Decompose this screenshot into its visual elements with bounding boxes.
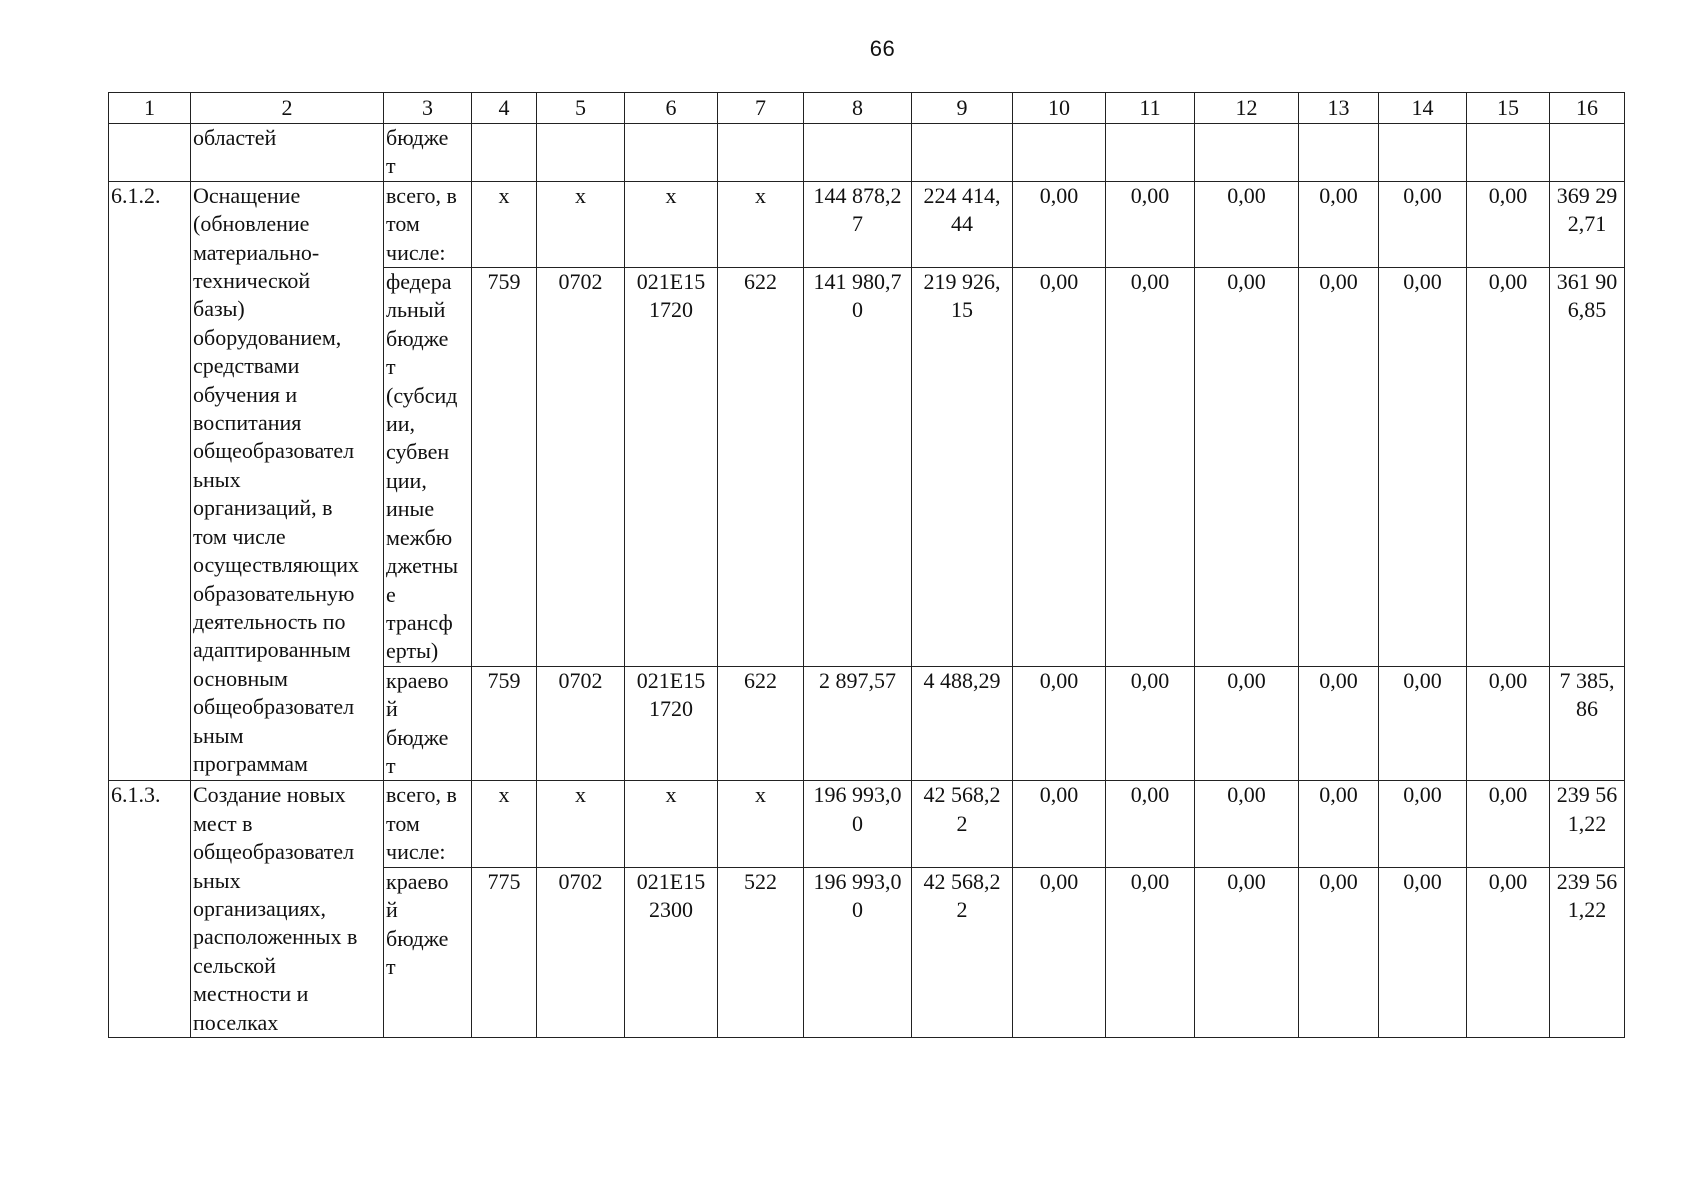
cell-line: 7 (852, 211, 863, 237)
table-row (109, 124, 1625, 182)
cell-line: 86 (1576, 696, 1598, 722)
target-code-cell (625, 666, 718, 781)
cell-line: 4 488,29 (923, 667, 1001, 693)
cell-line: 021E15 (636, 667, 706, 693)
data-cell (537, 124, 625, 182)
cell-line: ьных (193, 867, 241, 893)
cell-line: том (386, 810, 420, 836)
cell-line: т (386, 354, 396, 380)
cell-line: x (575, 182, 586, 208)
cell-line: 0,00 (1319, 182, 1358, 208)
cell-line: е (386, 581, 396, 607)
section-code-cell (537, 781, 625, 867)
cell-line: 0,00 (1403, 269, 1442, 295)
cell-line: 021E15 (636, 868, 706, 894)
cell-line: материально- (193, 239, 320, 265)
cell-line: бюдже (386, 325, 449, 351)
cell-line: 0,00 (1227, 269, 1266, 295)
cell-line: 42 568,2 (923, 868, 1001, 894)
gr-code-cell (472, 666, 537, 781)
amount-cell (1195, 781, 1299, 867)
amount-cell (1379, 867, 1467, 1037)
data-cell (1299, 124, 1379, 182)
cell-line: образовательную (193, 580, 355, 606)
total-cell (1550, 666, 1625, 781)
cell-line: общеобразовател (193, 438, 355, 464)
amount-cell (1106, 781, 1195, 867)
budget-source-cell (384, 181, 472, 267)
cell-line: 369 29 (1556, 182, 1618, 208)
column-number: 2 (191, 93, 384, 124)
total-cell (1550, 781, 1625, 867)
budget-source-cell (384, 124, 472, 182)
section-code-cell (537, 268, 625, 667)
cell-line: расположенных в (193, 924, 358, 950)
cell-line: 0,00 (1227, 868, 1266, 894)
cell-line: 0702 (558, 667, 603, 693)
cell-line: 0,00 (1319, 782, 1358, 808)
expense-type-cell (718, 268, 804, 667)
column-number: 7 (718, 93, 804, 124)
amount-cell (804, 781, 912, 867)
target-code-cell (625, 867, 718, 1037)
target-code-cell (625, 181, 718, 267)
column-number: 6 (625, 93, 718, 124)
cell-line: 0,00 (1488, 269, 1528, 295)
budget-source-cell (384, 867, 472, 1037)
target-code-cell (625, 268, 718, 667)
item-name-cell (191, 181, 384, 781)
column-number: 12 (1195, 93, 1299, 124)
amount-cell (1013, 867, 1106, 1037)
cell-line: ции, (386, 467, 427, 493)
expense-type-cell (718, 867, 804, 1037)
data-cell (1379, 124, 1467, 182)
cell-line: 0 (852, 297, 863, 323)
column-number: 14 (1379, 93, 1467, 124)
cell-line: 0,00 (1130, 667, 1170, 693)
cell-line: краево (386, 667, 449, 693)
cell-line: межбю (386, 524, 453, 550)
cell-line: 2,71 (1567, 211, 1607, 237)
amount-cell (1013, 666, 1106, 781)
cell-line: 6.1.2. (111, 182, 161, 208)
cell-line: 44 (951, 211, 973, 237)
expense-type-cell (718, 666, 804, 781)
gr-code-cell (472, 781, 537, 867)
gr-code-cell (472, 268, 537, 667)
cell-line: бюдже (386, 125, 449, 150)
cell-line: всего, в (386, 782, 457, 808)
cell-line: 0,00 (1488, 667, 1528, 693)
cell-line: всего, в (386, 182, 457, 208)
cell-line: (обновление (193, 211, 310, 237)
cell-line: 2 (956, 810, 968, 836)
cell-line: 2300 (649, 897, 693, 923)
budget-source-cell (384, 268, 472, 667)
cell-line: 0,00 (1488, 782, 1528, 808)
cell-line: 0 (852, 810, 863, 836)
budget-source-cell (384, 666, 472, 781)
cell-line: числе: (386, 239, 446, 265)
cell-line: 0,00 (1319, 269, 1358, 295)
cell-line: оборудованием, (193, 324, 342, 350)
amount-cell (912, 666, 1013, 781)
cell-line: осуществляющих (193, 552, 359, 578)
cell-line: 0,00 (1130, 182, 1170, 208)
amount-cell (1467, 781, 1550, 867)
data-cell (625, 124, 718, 182)
cell-line: т (386, 953, 396, 979)
gr-code-cell (472, 181, 537, 267)
cell-line: 42 568,2 (923, 782, 1001, 808)
amount-cell (1106, 867, 1195, 1037)
total-cell (1550, 867, 1625, 1037)
cell-line: трансф (386, 609, 453, 635)
section-code-cell (537, 867, 625, 1037)
cell-line: 0,00 (1403, 182, 1442, 208)
column-number: 10 (1013, 93, 1106, 124)
amount-cell (1106, 181, 1195, 267)
cell-line: 6.1.3. (111, 782, 161, 808)
cell-line: 0,00 (1039, 782, 1079, 808)
amount-cell (1467, 867, 1550, 1037)
item-number-cell (109, 181, 191, 781)
amount-cell (1467, 268, 1550, 667)
amount-cell (912, 867, 1013, 1037)
cell-line: 196 993,0 (813, 782, 902, 808)
cell-line: 0,00 (1130, 269, 1170, 295)
cell-line: 1,22 (1567, 810, 1607, 836)
amount-cell (1195, 181, 1299, 267)
cell-line: т (386, 752, 396, 778)
cell-line: том (386, 211, 420, 237)
column-number: 8 (804, 93, 912, 124)
cell-line: 522 (744, 868, 777, 894)
cell-line: 0702 (558, 269, 603, 295)
column-number: 3 (384, 93, 472, 124)
cell-line: x (575, 782, 586, 808)
data-cell (1195, 124, 1299, 182)
cell-line: 0,00 (1319, 868, 1358, 894)
cell-line: 759 (487, 269, 521, 295)
data-cell (1013, 124, 1106, 182)
cell-line: местности и (193, 981, 309, 1007)
cell-line: 15 (951, 297, 973, 323)
cell-line: джетны (386, 553, 459, 579)
cell-line: общеобразовател (193, 839, 355, 865)
amount-cell (1467, 666, 1550, 781)
cell-line: Оснащение (193, 182, 301, 208)
cell-line: 0,00 (1403, 868, 1442, 894)
amount-cell (1299, 181, 1379, 267)
cell-line: 7 385, (1559, 667, 1615, 693)
amount-cell (1379, 666, 1467, 781)
amount-cell (1195, 666, 1299, 781)
cell-line: ьным (193, 722, 244, 748)
data-cell (1467, 124, 1550, 182)
amount-cell (1379, 181, 1467, 267)
amount-cell (912, 181, 1013, 267)
amount-cell (1106, 268, 1195, 667)
cell-line: 0,00 (1039, 667, 1079, 693)
cell-line: x (665, 182, 677, 208)
cell-line: 0,00 (1488, 182, 1528, 208)
column-number: 1 (109, 93, 191, 124)
cell-line: 6,85 (1567, 297, 1607, 323)
amount-cell (1195, 268, 1299, 667)
column-number: 5 (537, 93, 625, 124)
budget-source-cell (384, 781, 472, 867)
item-number-cell (109, 781, 191, 1038)
cell-line: 1720 (649, 696, 693, 722)
budget-table (108, 92, 1625, 1038)
gr-code-cell (472, 867, 537, 1037)
item-name-cell (191, 124, 384, 182)
amount-cell (804, 181, 912, 267)
cell-line: т (386, 153, 396, 179)
cell-line: льный (386, 297, 446, 323)
table-row (109, 181, 1625, 267)
cell-line: x (755, 782, 766, 808)
cell-line: 0,00 (1227, 667, 1266, 693)
item-name-line: областей (193, 125, 277, 150)
data-cell (1550, 124, 1625, 182)
cell-line: воспитания (193, 410, 302, 436)
cell-line: адаптированным (193, 637, 351, 663)
cell-line: 0,00 (1039, 868, 1079, 894)
cell-line: краево (386, 868, 449, 894)
cell-line: бюдже (386, 925, 449, 951)
cell-line: иные (386, 496, 435, 522)
column-number: 15 (1467, 93, 1550, 124)
column-number: 4 (472, 93, 537, 124)
cell-line: x (498, 182, 510, 208)
cell-line: 2 (956, 897, 968, 923)
cell-line: сельской (193, 952, 276, 978)
expense-type-cell (718, 781, 804, 867)
cell-line: (субсид (386, 382, 458, 408)
cell-line: 219 926, (923, 269, 1001, 295)
cell-line: бюдже (386, 724, 449, 750)
amount-cell (1013, 181, 1106, 267)
cell-line: x (665, 782, 677, 808)
cell-line: программам (193, 750, 308, 776)
cell-line: 775 (487, 868, 521, 894)
cell-line: поселках (193, 1009, 279, 1035)
cell-line: ерты) (386, 638, 439, 664)
cell-line: 0,00 (1039, 182, 1079, 208)
section-code-cell (537, 181, 625, 267)
cell-line: субвен (386, 439, 450, 465)
cell-line: организаций, в (193, 495, 333, 521)
amount-cell (1379, 781, 1467, 867)
amount-cell (912, 781, 1013, 867)
cell-line: 0,00 (1227, 782, 1266, 808)
amount-cell (804, 666, 912, 781)
cell-line: 224 414, (923, 182, 1001, 208)
column-number: 16 (1550, 93, 1625, 124)
cell-line: числе: (386, 839, 446, 865)
amount-cell (1195, 867, 1299, 1037)
amount-cell (1379, 268, 1467, 667)
cell-line: 0,00 (1227, 182, 1266, 208)
data-cell (804, 124, 912, 182)
cell-line: 0,00 (1488, 868, 1528, 894)
data-cell (718, 124, 804, 182)
section-code-cell (537, 666, 625, 781)
data-cell (472, 124, 537, 182)
cell-line: основным (193, 665, 288, 691)
column-number: 13 (1299, 93, 1379, 124)
amount-cell (1299, 867, 1379, 1037)
cell-line: 141 980,7 (813, 269, 902, 295)
cell-line: 0,00 (1130, 782, 1170, 808)
amount-cell (1299, 666, 1379, 781)
total-cell (1550, 181, 1625, 267)
cell-line: 0,00 (1039, 269, 1079, 295)
cell-line: 361 90 (1556, 269, 1618, 295)
cell-line: 196 993,0 (813, 868, 902, 894)
amount-cell (1467, 181, 1550, 267)
cell-line: й (386, 897, 398, 923)
cell-line: 0702 (558, 868, 603, 894)
cell-line: 239 56 (1556, 868, 1618, 894)
amount-cell (804, 867, 912, 1037)
page-number: 66 (869, 36, 896, 61)
target-code-cell (625, 781, 718, 867)
cell-line: 239 56 (1556, 782, 1618, 808)
cell-line: 0,00 (1130, 868, 1170, 894)
cell-line: федера (386, 269, 452, 295)
amount-cell (1299, 268, 1379, 667)
cell-line: обучения и (193, 381, 298, 407)
amount-cell (1013, 781, 1106, 867)
cell-line: 622 (744, 269, 777, 295)
cell-line: технической (193, 268, 311, 294)
cell-line: 0,00 (1403, 667, 1442, 693)
table-row (109, 781, 1625, 867)
amount-cell (1299, 781, 1379, 867)
cell-line: ии, (386, 411, 416, 437)
cell-line: 1,22 (1567, 897, 1607, 923)
total-cell (1550, 268, 1625, 667)
amount-cell (1106, 666, 1195, 781)
cell-line: 021E15 (636, 269, 706, 295)
column-number-row (109, 93, 1625, 124)
cell-line: 2 897,57 (819, 667, 896, 693)
cell-line: x (498, 782, 510, 808)
cell-line: ьных (193, 466, 241, 492)
cell-line: 759 (487, 667, 521, 693)
cell-line: 622 (744, 667, 777, 693)
column-number: 9 (912, 93, 1013, 124)
cell-line: 0,00 (1403, 782, 1442, 808)
cell-line: мест в (193, 810, 253, 836)
amount-cell (804, 268, 912, 667)
cell-line: средствами (193, 353, 300, 379)
item-name-cell (191, 781, 384, 1038)
column-number: 11 (1106, 93, 1195, 124)
cell-line: 144 878,2 (813, 182, 902, 208)
expense-type-cell (718, 181, 804, 267)
cell-line: организациях, (193, 895, 326, 921)
cell-line: 0,00 (1319, 667, 1358, 693)
cell-line: общеобразовател (193, 694, 355, 720)
data-cell (1106, 124, 1195, 182)
cell-line: базы) (193, 296, 245, 322)
cell-line: 1720 (649, 297, 693, 323)
cell-line: Создание новых (193, 782, 346, 808)
item-number-cell (109, 124, 191, 182)
cell-line: 0 (852, 897, 863, 923)
amount-cell (912, 268, 1013, 667)
cell-line: деятельность по (193, 608, 346, 634)
cell-line: том числе (193, 523, 286, 549)
cell-line: x (755, 182, 766, 208)
data-cell (912, 124, 1013, 182)
cell-line: й (386, 696, 398, 722)
amount-cell (1013, 268, 1106, 667)
